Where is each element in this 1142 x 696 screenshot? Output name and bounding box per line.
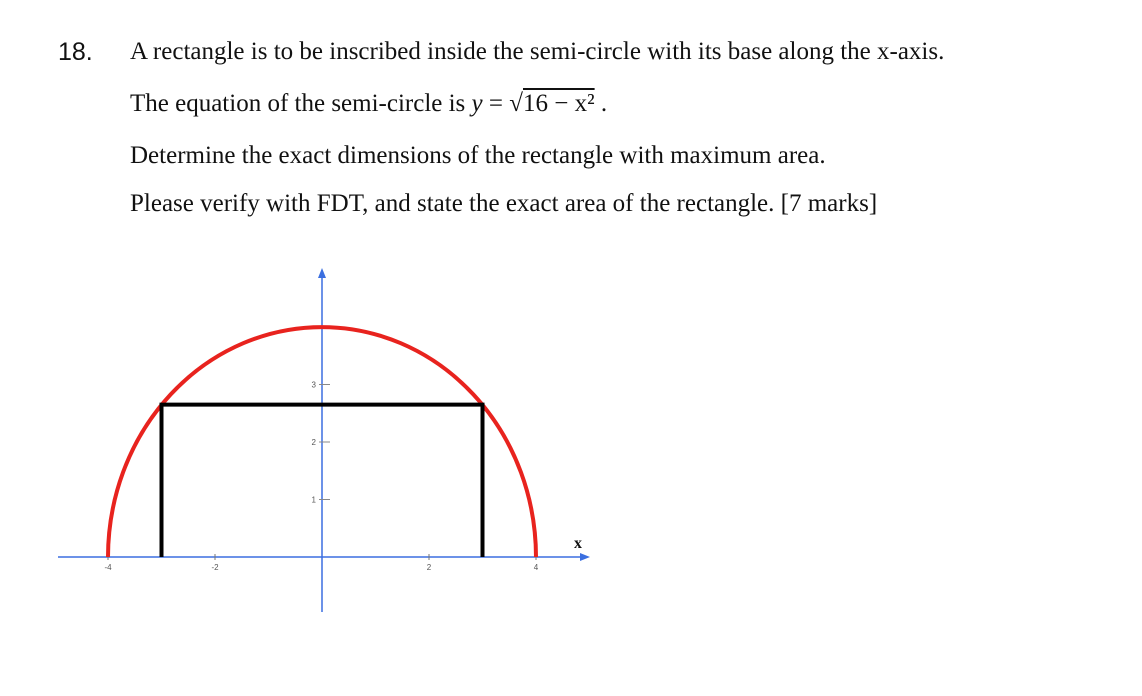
sqrt-symbol: √ — [509, 90, 523, 117]
x-axis-arrow — [580, 553, 590, 561]
equation-period: . — [594, 90, 608, 117]
x-tick-label: -4 — [104, 563, 112, 572]
x-axis-label: x — [574, 535, 582, 552]
equation-radicand: 16 − x² — [523, 90, 595, 117]
question-line-4: Please verify with FDT, and state the exact area of the rectangle. [7 marks] — [130, 190, 878, 217]
x-tick-label: -2 — [211, 563, 219, 572]
question-line-1: A rectangle is to be inscribed inside the semi-circle with its base along the x-axis. — [130, 38, 945, 65]
question-number: 18. — [58, 38, 93, 66]
y-tick-label: 3 — [311, 380, 316, 390]
y-tick-label: 1 — [311, 495, 316, 505]
equation-intro: The equation of the semi-circle is — [130, 90, 472, 117]
question-line-3: Determine the exact dimensions of the rectangle with maximum area. — [130, 142, 826, 169]
x-tick-label: 2 — [426, 563, 432, 572]
equation-lhs: y — [471, 90, 483, 117]
x-tick-label: 4 — [533, 563, 539, 572]
y-tick-label: 2 — [311, 438, 316, 447]
equation-equals: = — [482, 90, 510, 117]
tick-labels — [104, 381, 582, 573]
y-axis-arrow — [318, 268, 326, 278]
